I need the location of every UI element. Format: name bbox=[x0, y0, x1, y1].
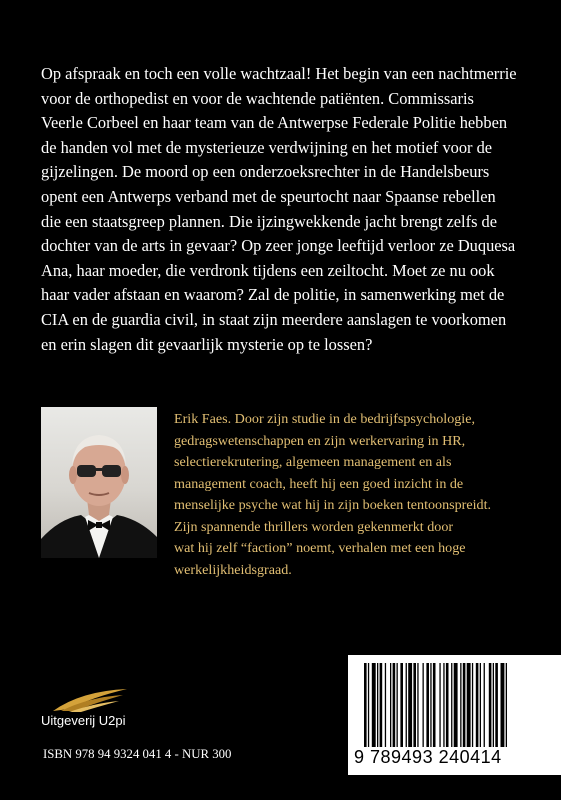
synopsis-line: Op afspraak en toch een volle wachtzaal! Het begin van een nachtmerrie bbox=[41, 64, 517, 83]
bio-line: Zijn spannende thrillers worden gekenmerkt door bbox=[174, 518, 454, 535]
bio-line: gedragswetenschappen en zijn werkervaring in HR, bbox=[174, 432, 466, 449]
wing-logo-icon bbox=[51, 687, 131, 713]
barcode-digits: 9 789493 240414 bbox=[354, 747, 502, 767]
bio-line: Erik Faes. Door zijn studie in de bedrijfspsychologie, bbox=[174, 411, 475, 427]
barcode bbox=[348, 655, 561, 775]
synopsis-text bbox=[41, 62, 519, 357]
barcode-bars bbox=[364, 663, 561, 747]
author-bio bbox=[174, 409, 524, 581]
synopsis-line: en erin slagen dit gevaarlijk mysterie op te lossen? bbox=[41, 334, 373, 354]
bio-line: selectierekrutering, algemeen management en als bbox=[174, 454, 452, 470]
synopsis-line: gijzelingen. De moord op een onderzoeksrechter in de Handelsbeurs bbox=[41, 162, 490, 182]
synopsis-line: dochter van de arts in gevaar? Op zeer jonge leeftijd verloor ze Duquesa bbox=[41, 236, 516, 256]
isbn-text: ISBN 978 94 9324 041 4 - NUR 300 bbox=[43, 747, 232, 761]
synopsis-line: voor de orthopedist en voor de wachtende patiënten. Commissaris bbox=[41, 88, 474, 108]
synopsis-line: Ana, haar moeder, die verdronk tijdens een zeiltocht. Moet ze nu ook bbox=[41, 260, 495, 280]
author-photo bbox=[41, 407, 157, 558]
synopsis-line: CIA en de guardia civil, in staat zijn meerdere aanslagen te voorkomen bbox=[41, 309, 507, 329]
bio-line: wat hij zelf “faction” noemt, verhalen met een hoge bbox=[174, 540, 466, 556]
publisher-logo bbox=[41, 687, 161, 737]
synopsis-line: haar vader afstaan en waarom? Zal de politie, in samenwerking met de bbox=[41, 285, 505, 305]
bio-line: werkelijkheidsgraad. bbox=[174, 561, 292, 578]
bio-line: management coach, heeft hij een goed inzicht in de bbox=[174, 475, 464, 492]
synopsis-line: de handen vol met de mysterieuze verdwijning en het motief voor de bbox=[41, 137, 493, 157]
synopsis-line: opent een Antwerps verband met de speurtocht naar Spaanse rebellen bbox=[41, 186, 496, 206]
synopsis-line: die een staatsgreep plannen. Die ijzingwekkende jacht brengt zelfs de bbox=[41, 211, 498, 231]
author-portrait-illustration bbox=[41, 407, 157, 558]
bio-line: menselijke psyche wat hij in zijn boeken tentoonspreidt. bbox=[174, 497, 492, 513]
publisher-name: Uitgeverij U2pi bbox=[41, 713, 126, 728]
synopsis-line: Veerle Corbeel en haar team van de Antwerpse Federale Politie hebben bbox=[41, 113, 508, 133]
